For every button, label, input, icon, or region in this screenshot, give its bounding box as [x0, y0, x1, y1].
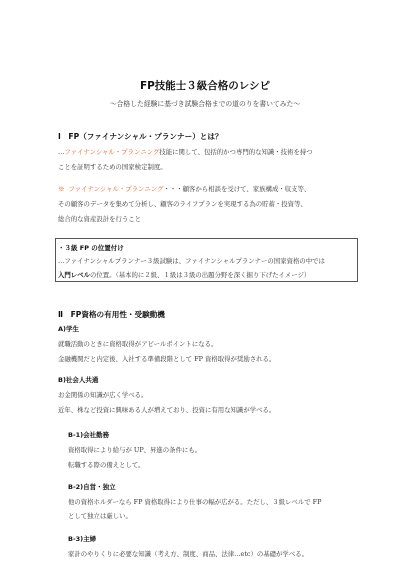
- students-line-1: 就職活動のときに資格取得がアピールポイントになる。: [58, 340, 218, 348]
- section-1-heading: Ⅰ FP（ファイナンシャル・プランナー）とは？: [58, 132, 223, 141]
- self-employed-line-2: として独立は厳しい。: [68, 512, 132, 520]
- company-employee-line-1: 資格取得により給与が UP、昇進の条件にも。: [68, 446, 202, 454]
- note-mark: ※: [58, 185, 65, 193]
- box-line-2: [58, 270, 310, 279]
- box-line-1: …ファイナンシャルプランナー３級試験は、ファイナンシャルプランナーの国家資格の中では: [58, 257, 325, 265]
- section-1-paragraph-2-line-1: [58, 184, 310, 193]
- students-label: A)学生: [58, 325, 80, 333]
- homemaker-label: B-3)主婦: [68, 535, 97, 543]
- section-1-paragraph-2-line-3: 総合的な資産設計を行うこと: [58, 215, 142, 223]
- homemaker-line-1: 家計のやりくりに必要な知識（考え方、制度、商品、法律…etc）の基礎が学べる。: [68, 550, 308, 558]
- workers-line-1: お金関係の知識が広く学べる。: [58, 391, 148, 399]
- section-1-paragraph-1-line-1: [58, 147, 313, 156]
- box-heading: ・３級 FP の位置付け: [58, 244, 124, 252]
- self-employed-label: B-2)自営・独立: [68, 483, 116, 491]
- fp-term: ファイナンシャル・プランニング: [64, 148, 160, 156]
- page-subtitle: ～合格した経験に基づき試験合格までの道のりを書いてみた～: [109, 100, 301, 108]
- students-line-2: 金融機関だと内定後、入社する準備段階として FP 資格取得が奨励される。: [58, 355, 276, 363]
- entry-level-text: 入門レベル: [58, 271, 90, 279]
- company-employee-line-2: 転職する際の備えとして。: [68, 461, 145, 469]
- self-employed-line-1: 他の資格ホルダーなら FP 資格取得により仕事の幅が広がる。ただし、３級レベルで FP: [68, 498, 322, 506]
- box-line-2-rest: の位置。（基本的に２級、１級は３級の出題分野を深く掘り下げたイメージ）: [89, 271, 311, 279]
- fp-term: ファイナンシャル・プランニング: [68, 185, 164, 193]
- section-1-paragraph-1-line-2: ことを証明するための国家検定制度。: [58, 163, 167, 171]
- workers-line-2: 近年、株など投資に興味ある人が増えており、投資に有用な知識が学べる。: [58, 406, 276, 414]
- company-employee-label: B-1)会社勤務: [68, 431, 110, 439]
- section-1-paragraph-2-line-2: その顧客のデータを集めて分析し、顧客のライフプランを実現する為の貯蓄・投資等、: [58, 200, 307, 208]
- workers-label: B)社会人共通: [58, 376, 99, 384]
- page-title: FP技能士３級合格のレシピ: [139, 80, 271, 92]
- section-2-heading: Ⅱ FP資格の有用性・受験動機: [58, 310, 165, 319]
- ellipsis-mark: …: [58, 148, 65, 156]
- paragraph-text: 技能に関して、包括的かつ専門的な知識・技術を持つ: [159, 148, 313, 156]
- paragraph-text: ・・・顧客から相談を受けて、家族構成・収支等、: [163, 185, 311, 193]
